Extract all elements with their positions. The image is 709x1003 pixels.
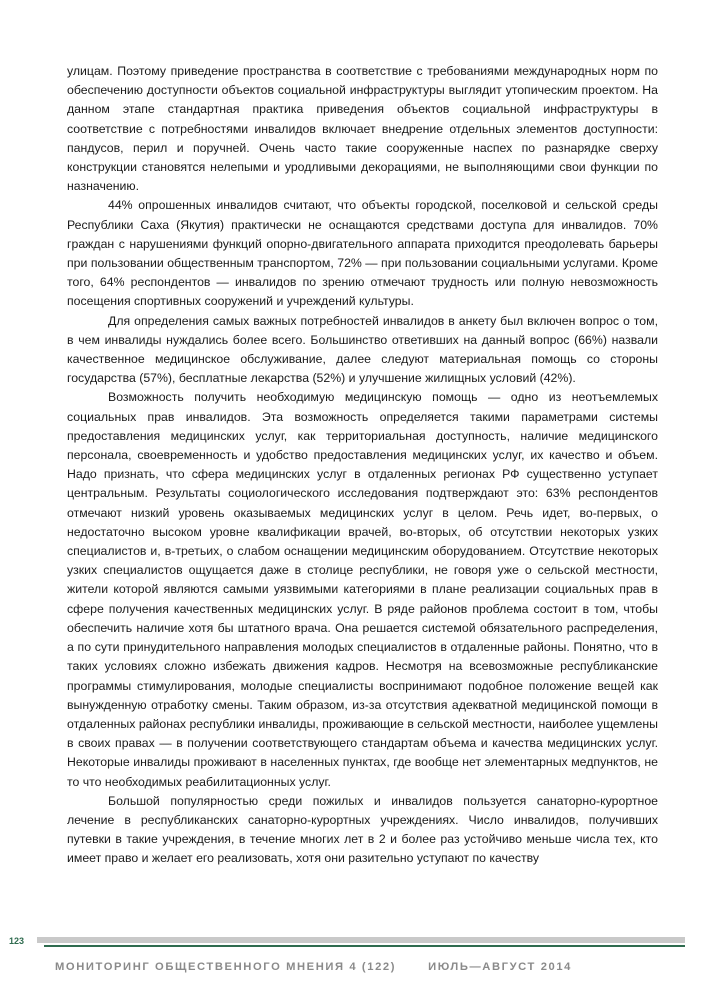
- article-body: [67, 62, 658, 869]
- paragraph: Для определения самых важных потребностей инвалидов в анкету был включен вопрос о том, в чем инвалиды нуждались более всего. Большинство ответивших на данный вопрос (66%) назвали качественное медицинское обслуживание, далее следуют материальная помощь со стороны государства (57%), бесплатные лекарства (52%) и улучшение жилищных условий (42%).: [67, 313, 658, 386]
- paragraph: Большой популярностью среди пожилых и инвалидов пользуется санаторно-курортное лечение в республиканских санаторно-курортных учреждениях. Число инвалидов, получивших путевки в такие учреждения, в течение многих лет в 2 и более раз устойчиво меньше числа тех, кто имеет право и желает его реализовать, хотя они разительно уступают по качеству: [67, 793, 658, 866]
- running-footer: [55, 961, 572, 973]
- paragraph: Возможность получить необходимую медицинскую помощь — одно из неотъемлемых социальных прав инвалидов. Эта возможность определяется такими параметрами системы предоставления медицинских услуг, как территориальная доступность, наличие медицинского персонала, своевременность и удобство предоставления медицинских услуг, их качество и объем. Надо признать, что сфера медицинских услуг в отдаленных регионах РФ существенно уступает центральным. Результаты социологического исследования подтверждают это: 63% респондентов отмечают низкий уровень оказываемых медицинских услуг в целом. Речь идет, во-первых, о недостаточно высоком уровне квалификации врачей, во-вторых, об отсутствии некоторых узких специалистов и, в-третьих, о слабом оснащении медицинским оборудованием. Отсутствие некоторых узких специалистов ощущается даже в столице республики, не говоря уже о сельской местности, жители которой являются самыми уязвимыми категориями в плане реализации социальных прав в сфере получения качественных медицинских услуг. В ряде районов проблема состоит в том, чтобы обеспечить наличие хотя бы штатного врача. Она решается системой обязательного распределения, а по сути принудительного направления молодых специалистов в отдаленные районы. Понятно, что в таких условиях сложно избежать движения кадров. Несмотря на всевозможные республиканские программы стимулирования, молодые специалисты воспринимают подобное положение вещей как вынужденную отработку смены. Таким образом, из-за отсутствия адекватной медицинской помощи в отдаленных районах республики инвалиды, проживающие в сельской местности, наиболее ущемлены в своих правах — в получении соответствующего стандартам объема и качества медицинских услуг. Некоторые инвалиды проживают в населенных пунктах, где вообще нет элементарных медпунктов, не то что необходимых реабилитационных услуг.: [67, 390, 658, 789]
- paragraph: 44% опрошенных инвалидов считают, что объекты городской, поселковой и сельской среды Республики Саха (Якутия) практически не оснащаются средствами доступа для инвалидов. 70% граждан с нарушениями функций опорно-двигательного аппарата приходится преодолевать барьеры при пользовании общественным транспортом, 72% — при пользовании социальными услугами. Кроме того, 64% респондентов — инвалидов по зрению отмечают трудность или полную невозможность посещения спортивных сооружений и учреждений культуры.: [67, 198, 658, 309]
- footer-rule-green: [44, 945, 685, 947]
- issue-date: ИЮЛЬ—АВГУСТ 2014: [428, 961, 572, 973]
- journal-title: МОНИТОРИНГ ОБЩЕСТВЕННОГО МНЕНИЯ 4 (122): [55, 961, 397, 973]
- paragraph: улицам. Поэтому приведение пространства в соответствие с требованиями международных норм по обеспечению доступности объектов социальной инфраструктуры выглядит утопическим проектом. На данном этапе стандартная практика приведения объектов социальной инфраструктуры в соответствие с потребностями инвалидов включает внедрение отдельных элементов доступности: пандусов, перил и поручней. Очень часто такие сооруженные наспех по разнарядке сверху конструкции становятся нелепыми и уродливыми декорациями, не выполняющими свои функции по назначению.: [67, 64, 658, 194]
- footer-rule-grey: [37, 937, 685, 943]
- page-number: 123: [9, 936, 25, 946]
